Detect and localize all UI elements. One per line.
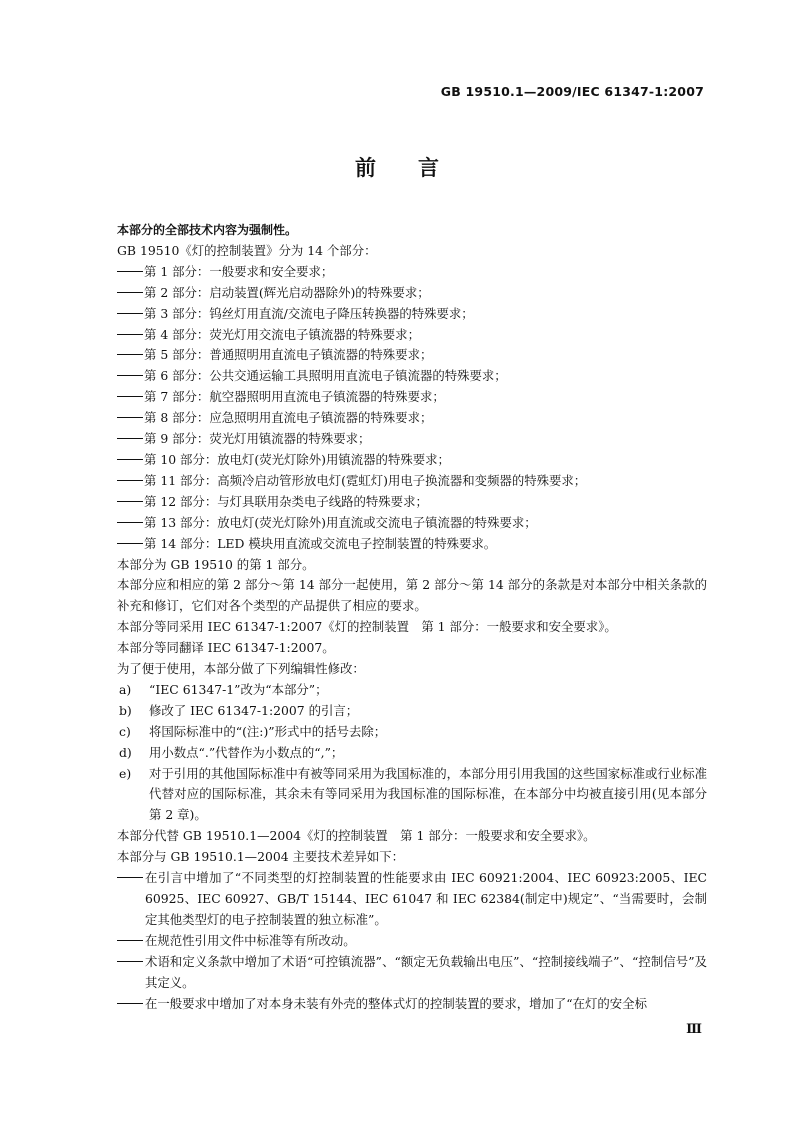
edits-list [119,680,707,826]
difference-text: 在一般要求中增加了对本身未装有外壳的整体式灯的控制装置的要求，增加了“在灯的安全标 [145,995,647,1011]
dash-mark [117,354,143,355]
dash-mark [117,334,143,335]
dash-mark [117,522,143,523]
part-text: 第 11 部分：高频冷启动管形放电灯(霓虹灯)用电子换流器和变频器的特殊要求； [144,472,587,488]
item-text: 修改了 IEC 61347-1:2007 的引言； [149,702,359,718]
dash-mark [117,961,143,962]
list-item [117,952,707,994]
list-item [117,450,707,471]
dash-mark [117,417,143,418]
mandatory-statement: 本部分的全部技术内容为强制性。 [117,223,298,237]
paragraph-adoption: 本部分等同采用 IEC 61347-1:2007《灯的控制装置 第 1 部分：一般要求和安全要求》。 [117,619,617,635]
item-marker: c) [119,723,131,739]
part-text: 第 13 部分：放电灯(荧光灯除外)用直流或交流电子镇流器的特殊要求； [144,514,537,530]
list-item [117,492,707,513]
item-marker: d) [119,744,132,760]
item-text: “IEC 61347-1”改为“本部分”； [149,681,328,697]
item-text: 对于引用的其他国际标准中有被等同采用为我国标准的，本部分用引用我国的这些国家标准或行业标准代替对应的国际标准，其余未有等同采用为我国标准的国际标准，在本部分中均被直接引用(见本部分第 2 章)。 [149,765,707,823]
paragraph-differences-intro: 本部分与 GB 19510.1—2004 主要技术差异如下： [117,849,405,865]
paragraph-part-one: 本部分为 GB 19510 的第 1 部分。 [117,556,315,572]
part-text: 第 14 部分：LED 模块用直流或交流电子控制装置的特殊要求。 [144,535,497,551]
differences-list [117,868,707,1014]
parts-list [117,262,707,555]
list-item [117,471,707,492]
item-text: 将国际标准中的“(注:)”形式中的括号去除； [149,723,387,739]
dash-mark [117,375,143,376]
list-item [119,680,707,701]
list-item [117,262,707,283]
dash-mark [117,877,143,878]
difference-text: 在规范性引用文件中标准等有所改动。 [145,932,356,948]
list-item [117,931,707,952]
part-text: 第 8 部分：应急照明用直流电子镇流器的特殊要求； [144,410,433,426]
part-text: 第 12 部分：与灯具联用杂类电子线路的特殊要求； [144,493,428,509]
dash-mark [117,543,143,544]
paragraph-edits-intro: 为了便于使用，本部分做了下列编辑性修改： [117,661,365,677]
list-item [117,408,707,429]
paragraph-replacement: 本部分代替 GB 19510.1—2004《灯的控制装置 第 1 部分：一般要求和安全要求》。 [117,828,596,844]
dash-mark [117,438,143,439]
list-item [117,387,707,408]
dash-mark [117,459,143,460]
dash-mark [117,292,143,293]
list-item [117,345,707,366]
part-text: 第 3 部分：钨丝灯用直流/交流电子降压转换器的特殊要求； [144,305,474,321]
list-item [119,722,707,743]
list-item [119,701,707,722]
part-text: 第 10 部分：放电灯(荧光灯除外)用镇流器的特殊要求； [144,451,450,467]
dash-mark [117,396,143,397]
part-text: 第 2 部分：启动装置(辉光启动器除外)的特殊要求； [144,284,430,300]
item-text: 用小数点“.”代替作为小数点的“,”； [149,744,344,760]
item-marker: b) [119,702,132,718]
page-title [0,152,794,182]
dash-mark [117,1003,143,1004]
part-text: 第 9 部分：荧光灯用镇流器的特殊要求； [144,431,371,447]
part-text: 第 5 部分：普通照明用直流电子镇流器的特殊要求； [144,347,433,363]
paragraph-usage [117,575,707,617]
list-item [117,868,707,931]
list-item [117,325,707,346]
item-marker: e) [119,765,132,781]
list-item [117,283,707,304]
dash-mark [117,480,143,481]
list-item [119,743,707,764]
standard-code: GB 19510.1—2009/IEC 61347-1:2007 [440,84,704,99]
list-item [117,994,707,1015]
difference-text: 在引言中增加了“不同类型的灯控制装置的性能要求由 IEC 60921:2004、IEC 60923:2005、IEC 60925、IEC 60927、GB/T 15144、IEC 61047 和 IEC 62384(制定中)规定”、“当需要时，会制定其他类型灯的电子控制装置的独立标准”。 [145,870,707,927]
parts-intro: GB 19510《灯的控制装置》分为 14 个部分： [117,242,377,258]
dash-mark [117,501,143,502]
page-number: Ⅲ [686,1022,702,1037]
usage-text: 本部分应和相应的第 2 部分～第 14 部分一起使用，第 2 部分～第 14 部分的条款是对本部分中相关条款的补充和修订，它们对各个类型的产品提供了相应的要求。 [117,577,707,614]
difference-text: 术语和定义条款中增加了术语“可控镇流器”、“额定无负载输出电压”、“控制接线端子”、“控制信号”及其定义。 [145,953,707,990]
dash-mark [117,313,143,314]
dash-mark [117,271,143,272]
dash-mark [117,940,143,941]
list-item [117,534,707,555]
foreword-body [117,220,707,1014]
part-text: 第 6 部分：公共交通运输工具照明用直流电子镇流器的特殊要求； [144,368,507,384]
part-text: 第 4 部分：荧光灯用交流电子镇流器的特殊要求； [144,326,420,342]
title-char-1: 前 [355,155,376,180]
paragraph-translation: 本部分等同翻译 IEC 61347-1:2007。 [117,640,335,656]
part-text: 第 1 部分：一般要求和安全要求； [144,263,334,279]
item-marker: a) [119,681,132,697]
title-char-2: 言 [418,155,439,180]
list-item [119,764,707,827]
list-item [117,513,707,534]
list-item [117,304,707,325]
list-item [117,366,707,387]
list-item [117,429,707,450]
part-text: 第 7 部分：航空器照明用直流电子镇流器的特殊要求； [144,389,445,405]
